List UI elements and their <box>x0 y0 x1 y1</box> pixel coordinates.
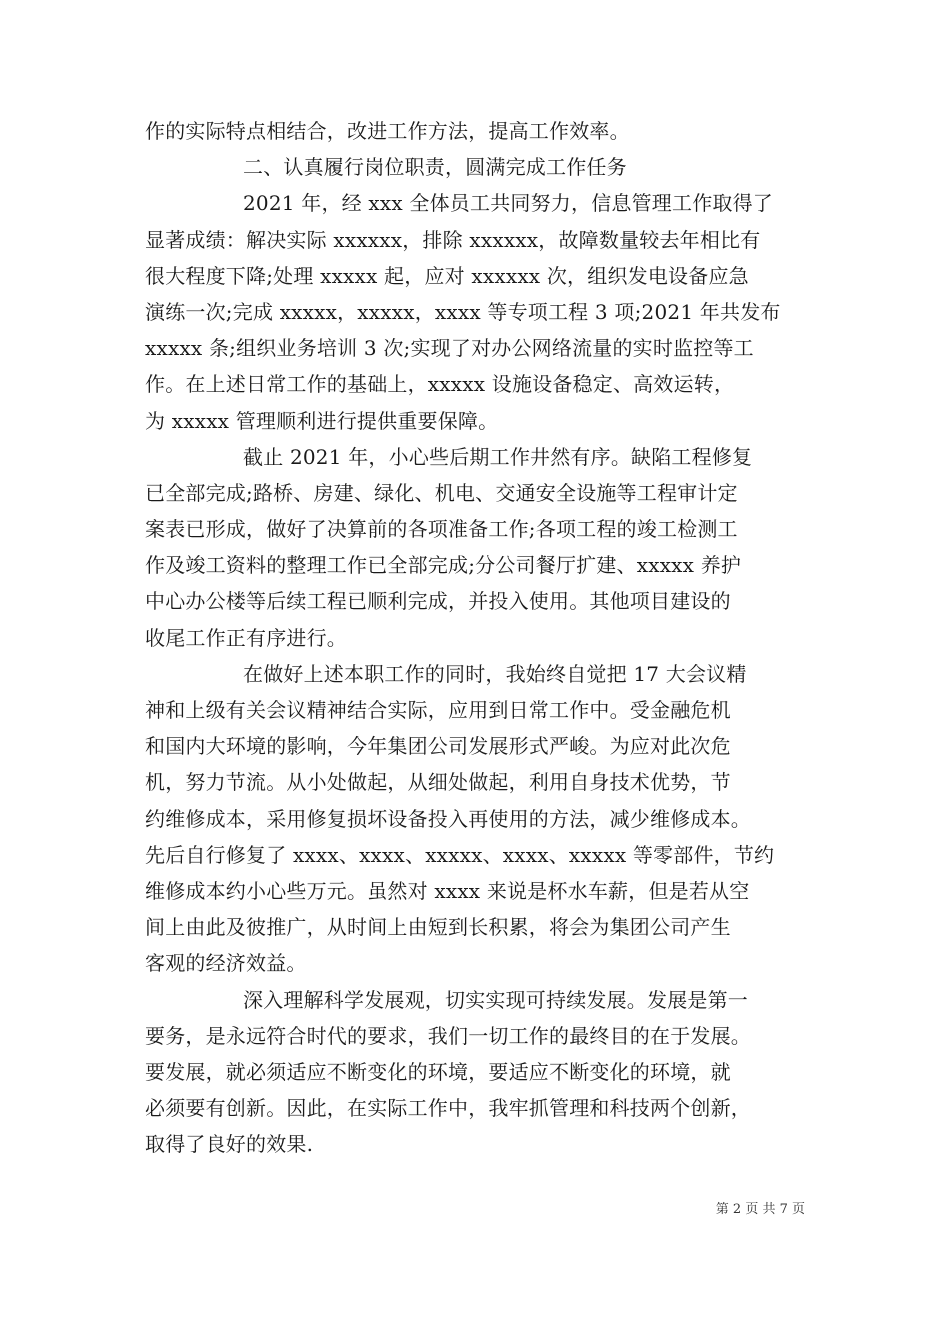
text-line: 神和上级有关会议精神结合实际，应用到日常工作中。受金融危机 <box>145 698 731 722</box>
text-line: 收尾工作正有序进行。 <box>145 625 347 650</box>
text-line: 取得了良好的效果. <box>145 1132 314 1157</box>
text-line: 中心办公楼等后续工程已顺利完成，并投入使用。其他项目建设的 <box>145 589 731 614</box>
text-line: 约维修成本，采用修复损坏设备投入再使用的方法，减少维修成本。 <box>145 806 751 831</box>
text-line: 很大程度下降;处理 xxxxx 起，应对 xxxxxx 次，组织发电设备应急 <box>145 263 749 288</box>
text-line: 演练一次;完成 xxxxx，xxxxx，xxxx 等专项工程 3 项;2021 年共发布 <box>145 299 781 324</box>
document-body <box>145 113 810 1162</box>
text-line: 要发展，就必须适应不断变化的环境，要适应不断变化的环境，就 <box>145 1059 731 1084</box>
text-line: 客观的经济效益。 <box>145 951 307 976</box>
text-line: 为 xxxxx 管理顺利进行提供重要保障。 <box>145 408 499 433</box>
text-line: 机，努力节流。从小处做起，从细处做起，利用自身技术优势，节 <box>145 770 731 795</box>
text-line: 维修成本约小心些万元。虽然对 xxxx 来说是杯水车薪，但是若从空 <box>145 878 750 903</box>
text-line: 截止 2021 年，小心些后期工作井然有序。缺陷工程修复 <box>243 444 753 469</box>
text-line: 要务，是永远符合时代的要求，我们一切工作的最终目的在于发展。 <box>145 1023 751 1048</box>
text-line: 作的实际特点相结合，改进工作方法，提高工作效率。 <box>145 119 630 143</box>
text-line: 2021 年，经 xxx 全体员工共同努力，信息管理工作取得了 <box>243 191 774 216</box>
text-line: 在做好上述本职工作的同时，我始终自觉把 17 大会议精 <box>243 661 747 686</box>
text-line: 案表已形成，做好了决算前的各项准备工作;各项工程的竣工检测工 <box>145 517 738 542</box>
text-line: 深入理解科学发展观，切实实现可持续发展。发展是第一 <box>243 987 748 1012</box>
text-line: 和国内大环境的影响，今年集团公司发展形式严峻。为应对此次危 <box>145 734 731 759</box>
text-line: 先后自行修复了 xxxx、xxxx、xxxxx、xxxx、xxxxx 等零部件，节约 <box>145 842 775 867</box>
text-line: 作及竣工资料的整理工作已全部完成;分公司餐厅扩建、xxxxx 养护 <box>145 553 742 578</box>
text-line: 已全部完成;路桥、房建、绿化、机电、交通安全设施等工程审计定 <box>145 480 738 505</box>
text-line: 间上由此及彼推广，从时间上由短到长积累，将会为集团公司产生 <box>145 915 731 940</box>
page-number: 第 2 页 共 7 页 <box>715 1202 805 1217</box>
text-line: 作。在上述日常工作的基础上，xxxxx 设施设备稳定、高效运转， <box>145 372 735 397</box>
text-line: xxxxx 条;组织业务培训 3 次;实现了对办公网络流量的实时监控等工 <box>145 336 754 361</box>
text-line: 必须要有创新。因此，在实际工作中，我牢抓管理和科技两个创新， <box>145 1096 751 1121</box>
text-line: 显著成绩：解决实际 xxxxxx，排除 xxxxxx，故障数量较去年相比有 <box>145 227 761 252</box>
section-heading: 二、认真履行岗位职责，圆满完成工作任务 <box>243 155 627 180</box>
